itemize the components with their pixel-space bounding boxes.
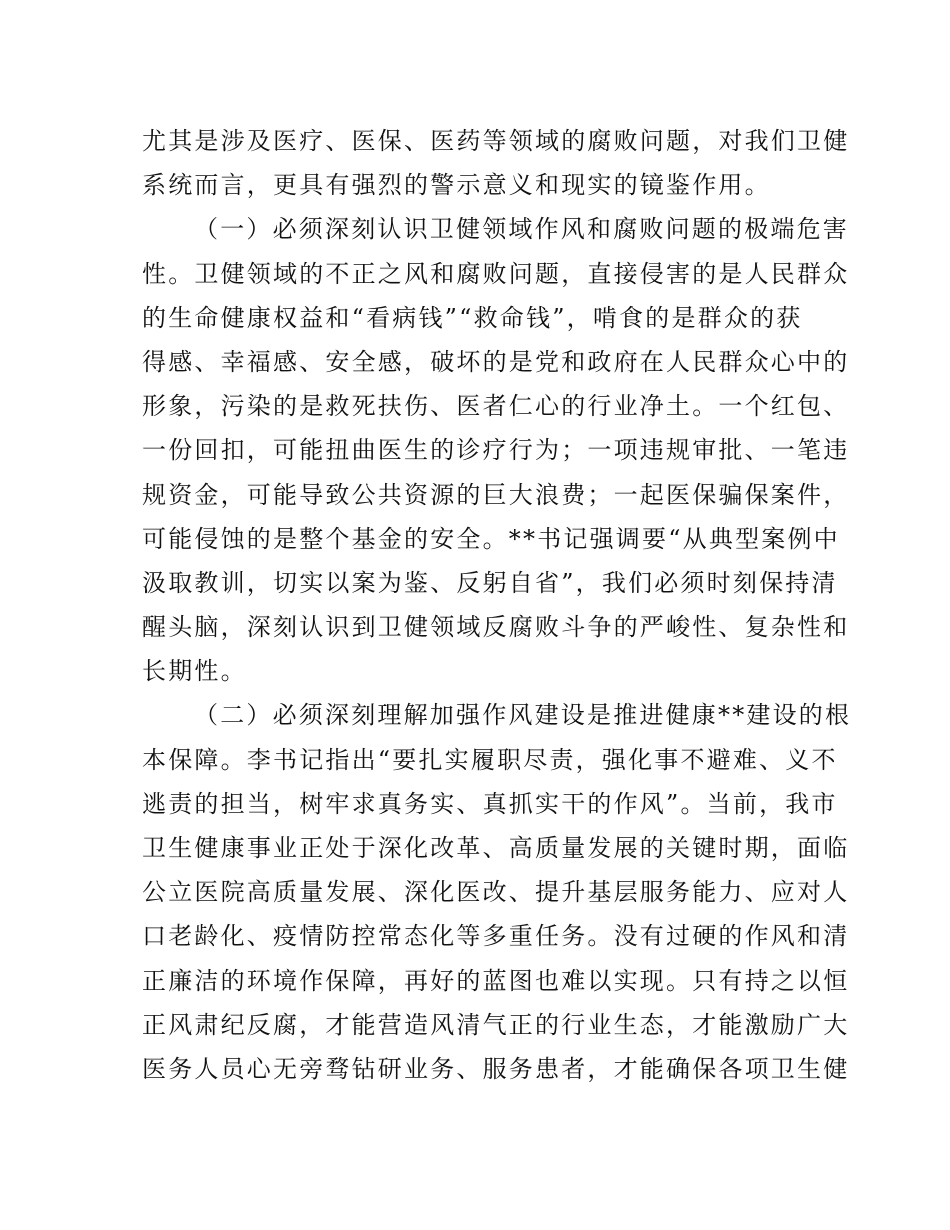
text-line: 醒头脑，深刻认识到卫健领域反腐败斗争的严峻性、复杂性和 bbox=[142, 613, 850, 642]
text-line: 系统而言，更具有强烈的警示意义和现实的镜鉴作用。 bbox=[142, 171, 771, 200]
text-line: 汲取教训，切实以案为鉴、反躬自省”，我们必须时刻保持清 bbox=[142, 568, 838, 597]
text-line: 得感、幸福感、安全感，破坏的是党和政府在人民群众心中的 bbox=[142, 347, 850, 376]
text-line: 一份回扣，可能扭曲医生的诊疗行为；一项违规审批、一笔违 bbox=[142, 436, 850, 465]
section-heading-line: （一）必须深刻认识卫健领域作风和腐败问题的极端危害 bbox=[194, 215, 849, 244]
text-line: 正风肃纪反腐，才能营造风清气正的行业生态，才能激励广大 bbox=[142, 1010, 850, 1039]
text-line: 可能侵蚀的是整个基金的安全。**书记强调要“从典型案例中 bbox=[142, 524, 840, 553]
body-text bbox=[142, 119, 852, 1091]
text-line: 的生命健康权益和“看病钱”“救命钱”，啃食的是群众的获 bbox=[142, 303, 803, 332]
text-line: 口老龄化、疫情防控常态化等多重任务。没有过硬的作风和清 bbox=[142, 922, 850, 951]
text-line: 形象，污染的是救死扶伤、医者仁心的行业净土。一个红包、 bbox=[142, 392, 850, 421]
text-line: 长期性。 bbox=[142, 657, 247, 686]
text-line: 公立医院高质量发展、深化医改、提升基层服务能力、应对人 bbox=[142, 878, 850, 907]
text-line: 尤其是涉及医疗、医保、医药等领域的腐败问题，对我们卫健 bbox=[142, 127, 850, 155]
text-line: 规资金，可能导致公共资源的巨大浪费；一起医保骗保案件， bbox=[142, 480, 850, 509]
text-line: 性。卫健领域的不正之风和腐败问题，直接侵害的是人民群众 bbox=[142, 259, 850, 288]
section-heading-line: （二）必须深刻理解加强作风建设是推进健康**建设的根 bbox=[194, 701, 852, 730]
text-line: 卫生健康事业正处于深化改革、高质量发展的关键时期，面临 bbox=[142, 834, 850, 862]
text-line: 本保障。李书记指出“要扎实履职尽责，强化事不避难、义不 bbox=[142, 745, 838, 774]
text-line: 正廉洁的环境作保障，再好的蓝图也难以实现。只有持之以恒 bbox=[142, 966, 850, 995]
text-line: 医务人员心无旁骛钻研业务、服务患者，才能确保各项卫生健 bbox=[142, 1054, 850, 1083]
text-line: 逃责的担当，树牢求真务实、真抓实干的作风”。当前，我市 bbox=[142, 789, 838, 818]
